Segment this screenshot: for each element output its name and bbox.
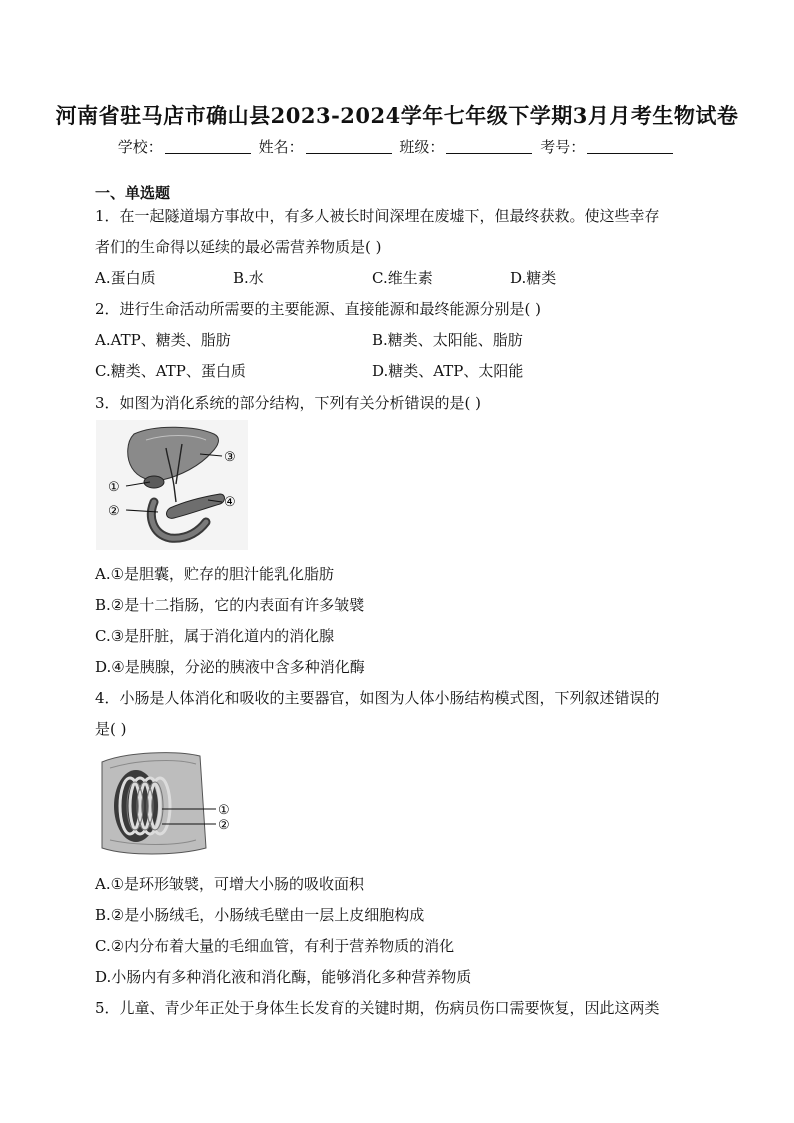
q4-option-c: C.②内分布着大量的毛细血管，有利于营养物质的消化	[95, 937, 455, 955]
fig3-label-3: ③	[224, 450, 236, 465]
q1-option-a: A.蛋白质	[95, 269, 156, 287]
q3-option-a: A.①是胆囊，贮存的胆汁能乳化脂肪	[95, 565, 335, 583]
q4-option-b: B.②是小肠绒毛，小肠绒毛壁由一层上皮细胞构成	[95, 906, 425, 924]
q3-option-c: C.③是肝脏，属于消化道内的消化腺	[95, 627, 335, 645]
fig3-label-4: ④	[224, 495, 236, 510]
class-label: 班级：	[399, 138, 445, 156]
name-label: 姓名：	[258, 138, 304, 156]
school-label: 学校：	[117, 138, 163, 156]
q1-text-line2: 者们的生命得以延续的最必需营养物质是( )	[95, 238, 382, 256]
q3-text: 3．如图为消化系统的部分结构，下列有关分析错误的是( )	[95, 394, 482, 412]
q2-option-c: C.糖类、ATP、蛋白质	[95, 362, 246, 380]
q2-option-d: D.糖类、ATP、太阳能	[372, 362, 524, 380]
q1-option-c: C.维生素	[372, 269, 433, 287]
school-blank[interactable]	[165, 139, 251, 154]
name-blank[interactable]	[306, 139, 392, 154]
q4-option-d: D.小肠内有多种消化液和消化酶，能够消化多种营养物质	[95, 968, 472, 986]
q2-text: 2．进行生命活动所需要的主要能源、直接能源和最终能源分别是( )	[95, 300, 542, 318]
q3-option-d: D.④是胰腺，分泌的胰液中含多种消化酶	[95, 658, 365, 676]
exam-title: 河南省驻马店市确山县2023-2024学年七年级下学期3月月考生物试卷	[55, 103, 739, 128]
student-info-row	[0, 136, 794, 157]
fig4-label-1: ①	[218, 803, 230, 818]
q3-option-b: B.②是十二指肠，它的内表面有许多皱襞	[95, 596, 365, 614]
q1-text-line1: 1．在一起隧道塌方事故中，有多人被长时间深埋在废墟下，但最终获救。使这些幸存	[95, 207, 660, 225]
q4-text-line1: 4．小肠是人体消化和吸收的主要器官，如图为人体小肠结构模式图，下列叙述错误的	[95, 689, 660, 707]
small-intestine-figure	[96, 748, 242, 860]
id-label: 考号：	[540, 138, 586, 156]
q1-option-d: D.糖类	[510, 269, 557, 287]
fig4-label-2: ②	[218, 818, 230, 833]
section-title: 一、单选题	[95, 184, 171, 202]
fig3-label-2: ②	[108, 504, 120, 519]
id-blank[interactable]	[587, 139, 673, 154]
digestive-system-figure	[96, 420, 248, 550]
q5-text-line1: 5．儿童、青少年正处于身体生长发育的关键时期，伤病员伤口需要恢复，因此这两类	[95, 999, 660, 1017]
q2-option-a: A.ATP、糖类、脂肪	[95, 331, 231, 349]
q1-option-b: B.水	[233, 269, 264, 287]
q2-option-b: B.糖类、太阳能、脂肪	[372, 331, 523, 349]
fig3-label-1: ①	[108, 480, 120, 495]
q4-text-line2: 是( )	[95, 720, 127, 738]
q4-option-a: A.①是环形皱襞，可增大小肠的吸收面积	[95, 875, 365, 893]
class-blank[interactable]	[446, 139, 532, 154]
